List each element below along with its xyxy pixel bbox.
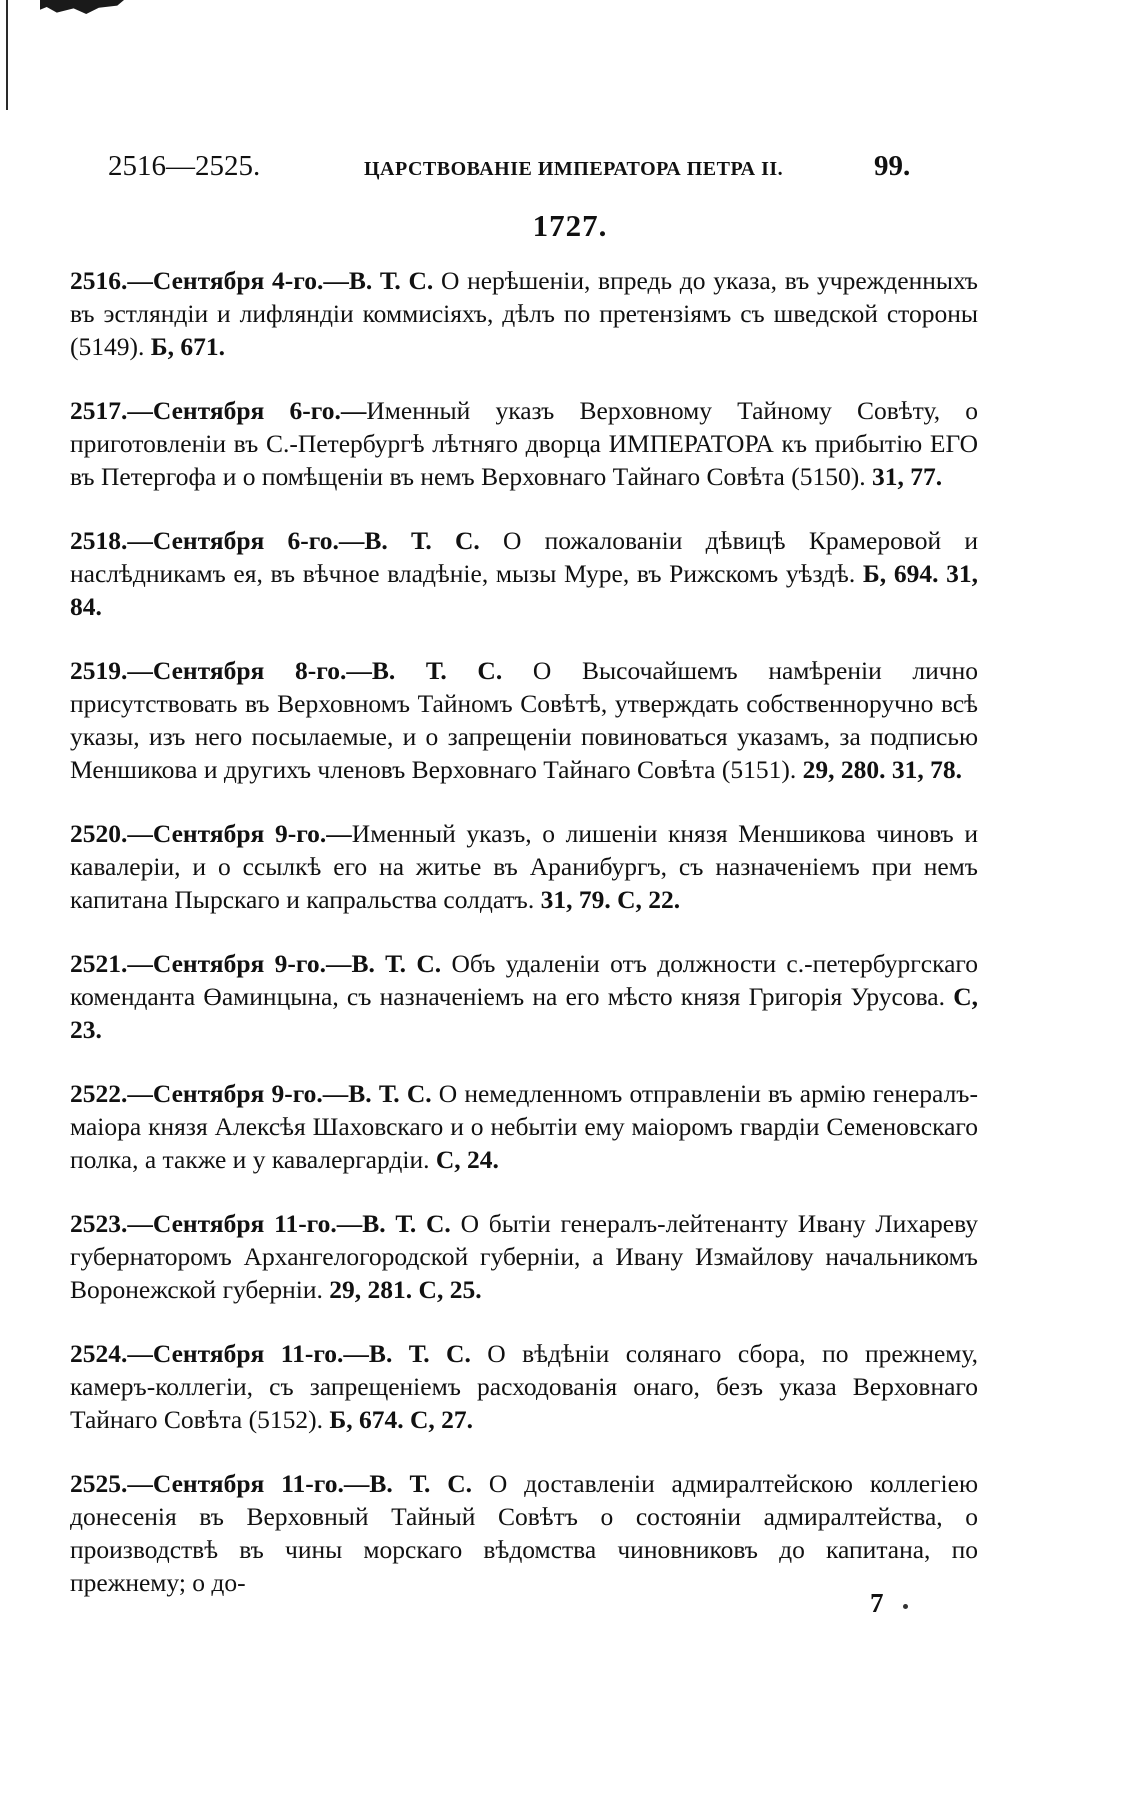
entry-source: 29, 281. С, 25. xyxy=(329,1275,482,1304)
entry-number: 2522. xyxy=(70,1079,128,1108)
entry-source: Б, 671. xyxy=(150,332,225,361)
entry-text: О Высочайшемъ намѣреніи лично присутствовать въ Верховномъ Тайномъ Совѣтѣ, утверждать собственноручно всѣ указы, изъ него посылаемые, и о запрещеніи повиноваться указамъ, за подписью Меншикова и другихъ членовъ Верховнаго Тайнаго Совѣта (5151). xyxy=(70,656,978,784)
entry-source: 29, 280. 31, 78. xyxy=(802,755,962,784)
entry-source: Б, 694. 31, 84. xyxy=(70,559,978,621)
entry-2518 xyxy=(70,524,978,623)
entry-2521 xyxy=(70,947,978,1046)
entry-2522 xyxy=(70,1077,978,1176)
entry-number: 2521. xyxy=(70,949,128,978)
entry-source: 31, 79. С, 22. xyxy=(540,885,681,914)
entry-source: 31, 77. xyxy=(871,462,943,491)
entry-date: —Сентября 9-го.—В. Т. С. xyxy=(127,1079,432,1108)
entry-date: —Сентября 11-го.—В. Т. С. xyxy=(127,1339,471,1368)
entry-number: 2519. xyxy=(70,656,128,685)
entry-date: —Сентября 8-го.—В. Т. С. xyxy=(127,656,503,685)
entry-text: О вѣдѣніи солянаго сбора, по прежнему, камеръ-коллегіи, съ запрещеніемъ расходованія онаго, безъ указа Верховнаго Тайнаго Совѣта (5152). xyxy=(70,1339,978,1434)
entry-source: С, 24. xyxy=(435,1145,499,1174)
entry-date: —Сентября 6-го.—В. Т. С. xyxy=(127,526,480,555)
entry-number: 2525. xyxy=(70,1469,128,1498)
entry-number: 2518. xyxy=(70,526,128,555)
entry-range: 2516—2525. xyxy=(108,150,261,182)
entry-number: 2523. xyxy=(70,1209,128,1238)
entry-number: 2517. xyxy=(70,396,128,425)
entry-date: —Сентября 9-го.— xyxy=(127,819,352,848)
entry-2525 xyxy=(70,1467,978,1599)
entry-2520 xyxy=(70,817,978,916)
entry-list xyxy=(70,264,978,1630)
scan-artifact xyxy=(40,0,124,14)
entry-date: —Сентября 9-го.—В. Т. С. xyxy=(127,949,442,978)
entry-source: С, 23. xyxy=(70,982,978,1044)
year-heading: 1727. xyxy=(532,208,608,243)
entry-text: О пожалованіи дѣвицѣ Крамеровой и наслѣдникамъ ея, въ вѣчное владѣніе, мызы Муре, въ Рижскомъ уѣздѣ. xyxy=(70,526,978,588)
running-header xyxy=(108,150,911,190)
scan-edge-line xyxy=(6,0,8,110)
print-dot xyxy=(903,1604,908,1609)
entry-text: Именный указъ, о лишеніи князя Меншикова чиновъ и кавалеріи, и о ссылкѣ его на житье въ Аранибургъ, съ назначеніемъ при немъ капитана Пырскаго и капральства солдатъ. xyxy=(70,819,978,914)
entry-date: —Сентября 6-го.— xyxy=(127,396,367,425)
entry-source: Б, 674. С, 27. xyxy=(329,1405,474,1434)
entry-2523 xyxy=(70,1207,978,1306)
entry-number: 2516. xyxy=(70,266,128,295)
entry-text: О доставленіи адмиралтейскою коллегіею донесенія въ Верховный Тайный Совѣтъ о состояніи адмиралтейства, о производствѣ въ чины морскаго вѣдомства чиновниковъ до капитана, по прежнему; о до- xyxy=(70,1469,979,1597)
entry-number: 2524. xyxy=(70,1339,128,1368)
page-number: 99. xyxy=(874,150,911,182)
signature-mark: 7 xyxy=(870,1588,884,1618)
entry-text: Объ удаленіи отъ должности с.-петербургскаго коменданта Өаминцына, съ назначеніемъ на его мѣсто князя Григорія Урусова. xyxy=(70,949,978,1011)
entry-date: —Сентября 11-го.—В. Т. С. xyxy=(127,1209,451,1238)
entry-2517 xyxy=(70,394,978,493)
entry-date: —Сентября 4-го.—В. Т. С. xyxy=(127,266,434,295)
entry-2524 xyxy=(70,1337,978,1436)
entry-2516 xyxy=(70,264,978,363)
entry-2519 xyxy=(70,654,978,786)
entry-text: Именный указъ Верховному Тайному Совѣту, о приготовленіи въ С.-Петербургѣ лѣтняго дворца ИМПЕРАТОРА къ прибытію ЕГО въ Петергофа и о помѣщеніи въ немъ Верховнаго Тайнаго Совѣта (5150). xyxy=(70,396,978,491)
entry-number: 2520. xyxy=(70,819,128,848)
entry-text: О бытіи генералъ-лейтенанту Ивану Лихареву губернаторомъ Архангелогородской губерніи, а Ивану Измайлову начальникомъ Воронежской губерніи. xyxy=(70,1209,979,1304)
entry-text: О немедленномъ отправленіи въ армію генералъ-маіора князя Алексѣя Шаховскаго и о небытіи ему маіоромъ гвардіи Семеновскаго полка, а также и у кавалергардіи. xyxy=(70,1079,978,1174)
running-title: ЦАРСТВОВАНІЕ ИМПЕРАТОРА ПЕТРА II. xyxy=(364,158,784,180)
entry-date: —Сентября 11-го.—В. Т. С. xyxy=(127,1469,473,1498)
entry-text: О нерѣшеніи, впредь до указа, въ учрежденныхъ въ эстляндіи и лифляндіи коммисіяхъ, дѣлъ по претензіямъ съ шведской стороны (5149). xyxy=(70,266,978,361)
